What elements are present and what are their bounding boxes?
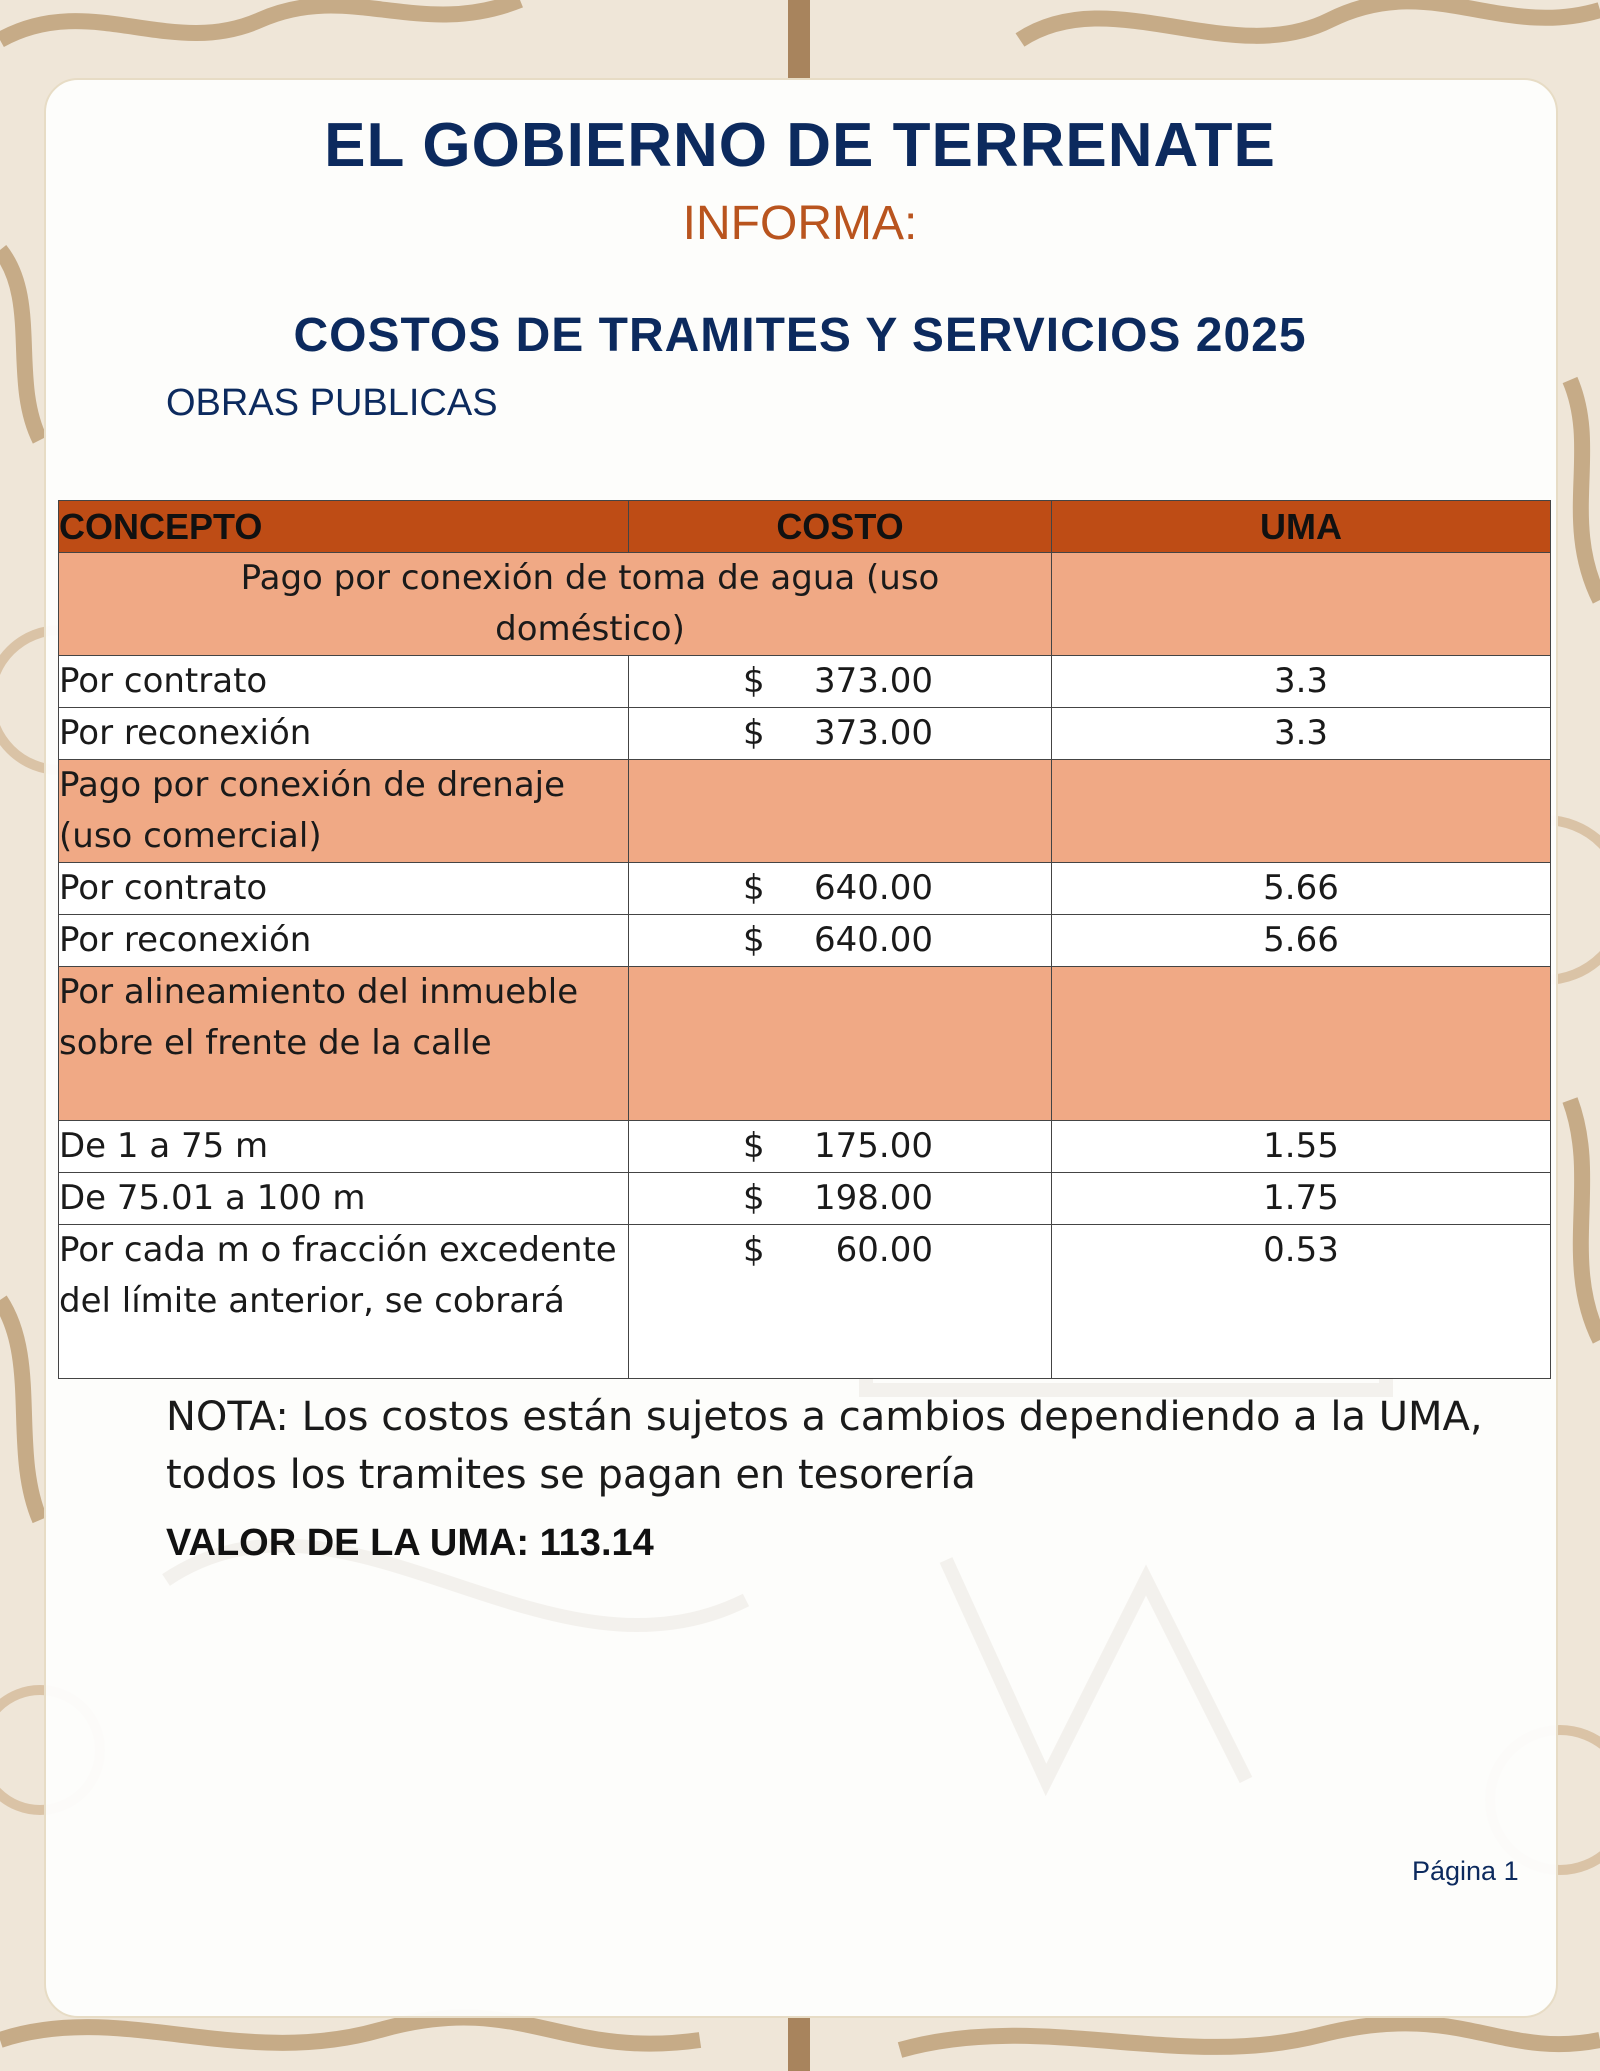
- cost-amount: 640.00: [814, 868, 933, 908]
- cost-amount: 373.00: [814, 713, 933, 753]
- currency-symbol: $: [743, 920, 765, 960]
- fees-table: [58, 500, 1551, 1379]
- row-uma: 3.3: [1052, 708, 1551, 760]
- row-uma: 1.75: [1052, 1173, 1551, 1225]
- row-uma: 5.66: [1052, 863, 1551, 915]
- cost-amount: 60.00: [835, 1230, 933, 1270]
- table-row: [59, 863, 1551, 915]
- column-header-uma: UMA: [1052, 501, 1551, 553]
- uma-value: VALOR DE LA UMA: 113.14: [166, 1522, 654, 1564]
- table-group-row: [59, 760, 1551, 863]
- table-row: [59, 656, 1551, 708]
- row-cost: [629, 1121, 1052, 1173]
- table-group-row: [59, 967, 1551, 1121]
- page-title: EL GOBIERNO DE TERRENATE: [324, 111, 1276, 180]
- row-concept: Por contrato: [59, 863, 629, 915]
- row-uma: 3.3: [1052, 656, 1551, 708]
- row-concept: De 75.01 a 100 m: [59, 1173, 629, 1225]
- row-concept: Por cada m o fracción excedente del límite anterior, se cobrará: [59, 1225, 629, 1379]
- note-text: NOTA: Los costos están sujetos a cambios dependiendo a la UMA, todos los tramites se pagan en tesorería: [166, 1394, 1483, 1498]
- row-cost: [629, 1173, 1052, 1225]
- row-cost: [629, 656, 1052, 708]
- currency-symbol: $: [743, 1178, 765, 1218]
- cost-amount: 175.00: [814, 1126, 933, 1166]
- row-cost: [629, 863, 1052, 915]
- group-label: Por alineamiento del inmueble sobre el frente de la calle: [59, 967, 629, 1121]
- currency-symbol: $: [743, 713, 765, 753]
- currency-symbol: $: [743, 868, 765, 908]
- informa-label: INFORMA:: [682, 197, 918, 250]
- table-row: [59, 915, 1551, 967]
- row-cost: [629, 708, 1052, 760]
- column-header-cost: COSTO: [629, 501, 1052, 553]
- row-cost: [629, 1225, 1052, 1379]
- currency-symbol: $: [743, 1230, 765, 1270]
- group-label: Pago por conexión de drenaje (uso comercial): [59, 760, 629, 863]
- group-label: Pago por conexión de toma de agua (uso doméstico): [240, 558, 940, 649]
- row-concept: De 1 a 75 m: [59, 1121, 629, 1173]
- table-row: [59, 1225, 1551, 1379]
- cost-amount: 640.00: [814, 920, 933, 960]
- section-heading: OBRAS PUBLICAS: [166, 382, 498, 424]
- row-concept: Por reconexión: [59, 708, 629, 760]
- cost-amount: 198.00: [814, 1178, 933, 1218]
- currency-symbol: $: [743, 661, 765, 701]
- row-uma: 0.53: [1052, 1225, 1551, 1379]
- table-row: [59, 1173, 1551, 1225]
- column-header-concept: CONCEPTO: [59, 501, 629, 553]
- currency-symbol: $: [743, 1126, 765, 1166]
- document-subtitle: COSTOS DE TRAMITES Y SERVICIOS 2025: [293, 309, 1307, 362]
- row-concept: Por contrato: [59, 656, 629, 708]
- row-uma: 1.55: [1052, 1121, 1551, 1173]
- table-group-row: [59, 553, 1551, 656]
- table-row: [59, 708, 1551, 760]
- row-uma: 5.66: [1052, 915, 1551, 967]
- table-header-row: [59, 501, 1551, 553]
- row-cost: [629, 915, 1052, 967]
- page-number: Página 1: [1412, 1856, 1519, 1886]
- row-concept: Por reconexión: [59, 915, 629, 967]
- table-row: [59, 1121, 1551, 1173]
- cost-amount: 373.00: [814, 661, 933, 701]
